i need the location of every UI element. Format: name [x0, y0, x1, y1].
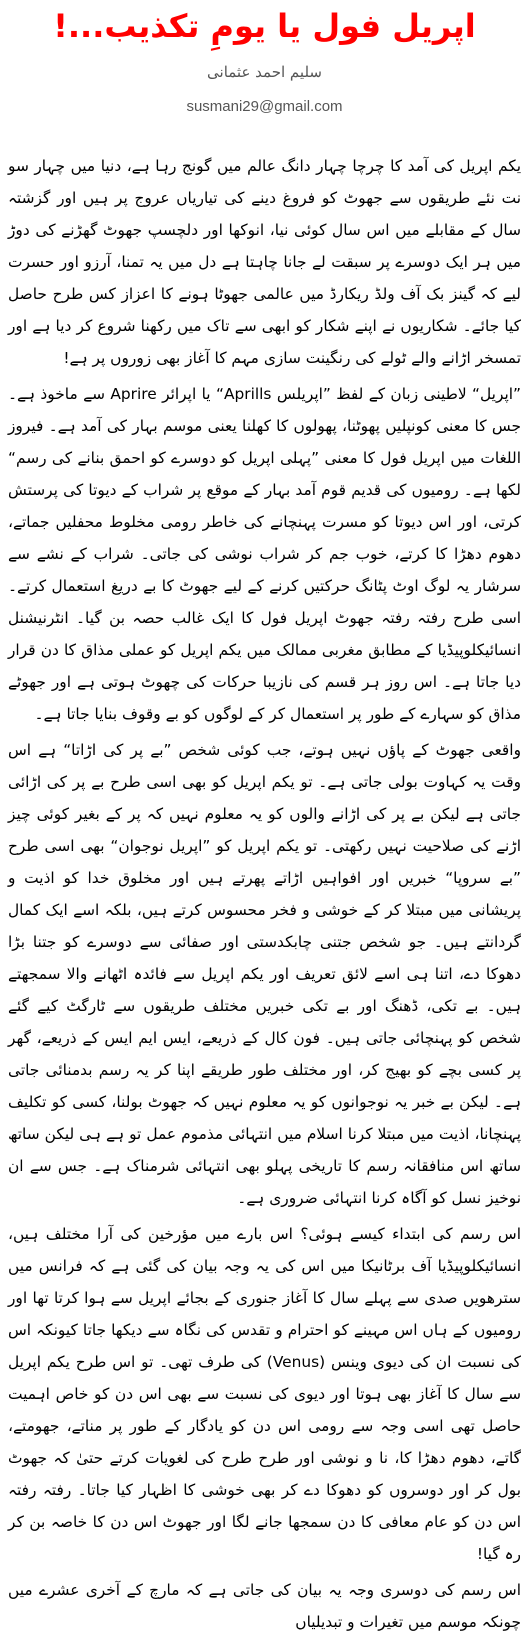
- article-paragraph: یکم اپریل کی آمد کا چرچا چہار دانگ عالم میں گونج رہا ہے، دنیا میں چہار سو نت نئے طریقوں سے جھوٹ کو فروغ دینے کی تیاریاں عروج پر ہیں اور گزشتہ سال کے مقابلے میں اس سال کوئی نیا، انوکھا اور دلچسپ جھوٹ گھڑنے کی دوڑ میں ہر ایک دوسرے پر سبقت لے جانا چاہتا ہے دل میں یہ تمنا، آرزو اور حسرت لیے کہ گینز بک آف ولڈ ریکارڈ میں عالمی جھوٹا ہونے کا اعزاز کس طرح حاصل کیا جائے۔ شکاریوں نے اپنے شکار کو ابھی سے تاک میں رکھنا شروع کر دیا ہے اور تمسخر اڑانے والے ٹولے کی رنگینت سازی مہم کا آغاز بھی زوروں پر ہے!: [8, 157, 521, 367]
- article-paragraph: واقعی جھوٹ کے پاؤں نہیں ہوتے، جب کوئی شخص ”بے پر کی اڑاتا“ ہے اس وقت یہ کہاوت بولی جاتی ہے۔ تو یکم اپریل کو بھی اسی طرح بے پر کی اڑائی جاتی ہے لیکن بے پر کی اڑانے والوں کو یہ معلوم نہیں کہ پر کے بغیر کوئی چیز اڑنے کی صلاحیت نہیں رکھتی۔ تو یکم اپریل کو ”اپریل نوجوان“ بھی اسی طرح ”بے سروپا“ خبریں اور افواہیں اڑاتے پھرتے ہیں اور مخلوق خدا کو اذیت و پریشانی میں مبتلا کر کے خوشی و فخر محسوس کرتے ہیں، بلکہ اسے ایک کمال گردانتے ہیں۔ جو شخص جتنی چابکدستی اور صفائی سے دوسرے کو جتنا بڑا دھوکا دے، اتنا ہی اسے لائق تعریف اور یکم اپریل سے فائدہ اٹھانے والا سمجھتے ہیں۔ بے تکی، ڈھنگ اور بے تکی خبریں مختلف طریقوں سے ٹارگٹ کیے گئے شخص کو پہنچائی جاتی ہیں۔ فون کال کے ذریعے، ایس ایم ایس کے ذریعے، گھر پر کسی بچے کو بھیج کر، اور مختلف طور طریقے اپنا کر یہ رسم بدمنائی جاتی ہے۔ لیکن بے خبر یہ نوجوانوں کو یہ معلوم نہیں کہ جھوٹ بولنا، کسی کو تکلیف پہنچانا، اذیت میں مبتلا کرنا اسلام میں انتہائی مذموم عمل تو ہے ہی لیکن ساتھ ساتھ اس منافقانہ رسم کا تاریخی پہلو بھی انتہائی شرمناک ہے۔ جس سے ان نوخیز نسل کو آگاہ کرنا انتہائی ضروری ہے۔: [8, 741, 521, 1207]
- article-body: [8, 150, 521, 1631]
- article-title: اپریل فول یا یومِ تکذیب...!: [53, 7, 476, 45]
- article-paragraph: اس رسم کی دوسری وجہ یہ بیان کی جاتی ہے کہ مارچ کے آخری عشرے میں چونکہ موسم میں تغیرات و تبدیلیاں: [8, 1581, 521, 1631]
- article-paragraph: اس رسم کی ابتداء کیسے ہوئی؟ اس بارے میں مؤرخین کی آرا مختلف ہیں، انسائیکلوپیڈیا آف برٹانیکا میں اس کی یہ وجہ بیان کی گئی ہے کہ فرانس میں سترھویں صدی سے پہلے سال کا آغاز جنوری کے بجائے اپریل سے ہوا کرتا تھا اور رومیوں کے ہاں اس مہینے کو احترام و تقدس کی نگاہ سے دیکھا جاتا کیونکہ اس کی نسبت ان کی دیوی وینس (Venus) کی طرف تھی۔ تو اس طرح یکم اپریل سے سال کا آغاز بھی ہوتا اور دیوی کی نسبت سے بھی اس دن کو خاص اہمیت حاصل تھی اسی وجہ سے رومی اس دن کو یادگار کے طور پر مناتے، جھومتے، گاتے، دھوم دھڑا کا، نا و نوشی اور طرح طرح کی لغویات کرتے حتیٰ کہ جھوٹ بول کر اور دوسروں کو دھوکا دے کر بھی خوشی کا اظہار کیا جاتا۔ رفتہ رفتہ اس دن کو عام معافی کا دن سمجھا جانے لگا اور جھوٹ اس دن کا خاصہ بن کر رہ گیا!: [8, 1225, 521, 1563]
- author-email: susmani29@gmail.com: [186, 98, 343, 115]
- article-author: سلیم احمد عثمانی: [207, 63, 322, 81]
- article-paragraph: ”اپریل“ لاطینی زبان کے لفظ ”اپریلس Aprills“ یا اپرائر Aprire سے ماخوذ ہے۔ جس کا معنی کونپلیں پھوٹنا، پھولوں کا کھلنا یعنی موسم بہار کی آمد ہے۔ فیروز اللغات میں اپریل فول کا معنی ”پہلی اپریل کو دوسرے کو احمق بنانے کی رسم“ لکھا ہے۔ رومیوں کی قدیم قوم آمد بہار کے موقع پر شراب کے دیوتا کی پرستش کرتی، اور اس دیوتا کو مسرت پہنچانے کی خاطر رومی مخلوط محفلیں جماتے، دھوم دھڑا کا کرتے، خوب جم کر شراب نوشی کی جاتی۔ شراب کے نشے سے سرشار یہ لوگ اوٹ پٹانگ حرکتیں کرنے کے لیے جھوٹ کا بے دریغ استعمال کرتے۔ اسی طرح رفتہ رفتہ جھوٹ اپریل فول کا ایک غالب حصہ بن گیا۔ انٹرنیشنل انسائیکلوپیڈیا کے مطابق مغربی ممالک میں یکم اپریل کو عملی مذاق کا دن قرار دیا جاتا ہے۔ اس روز ہر قسم کی نازیبا حرکات کی چھوٹ ہوتی ہے اور جھوٹے مذاق کو سہارے کے طور پر استعمال کر کے لوگوں کو بے وقوف بنایا جاتا ہے۔: [8, 385, 521, 723]
